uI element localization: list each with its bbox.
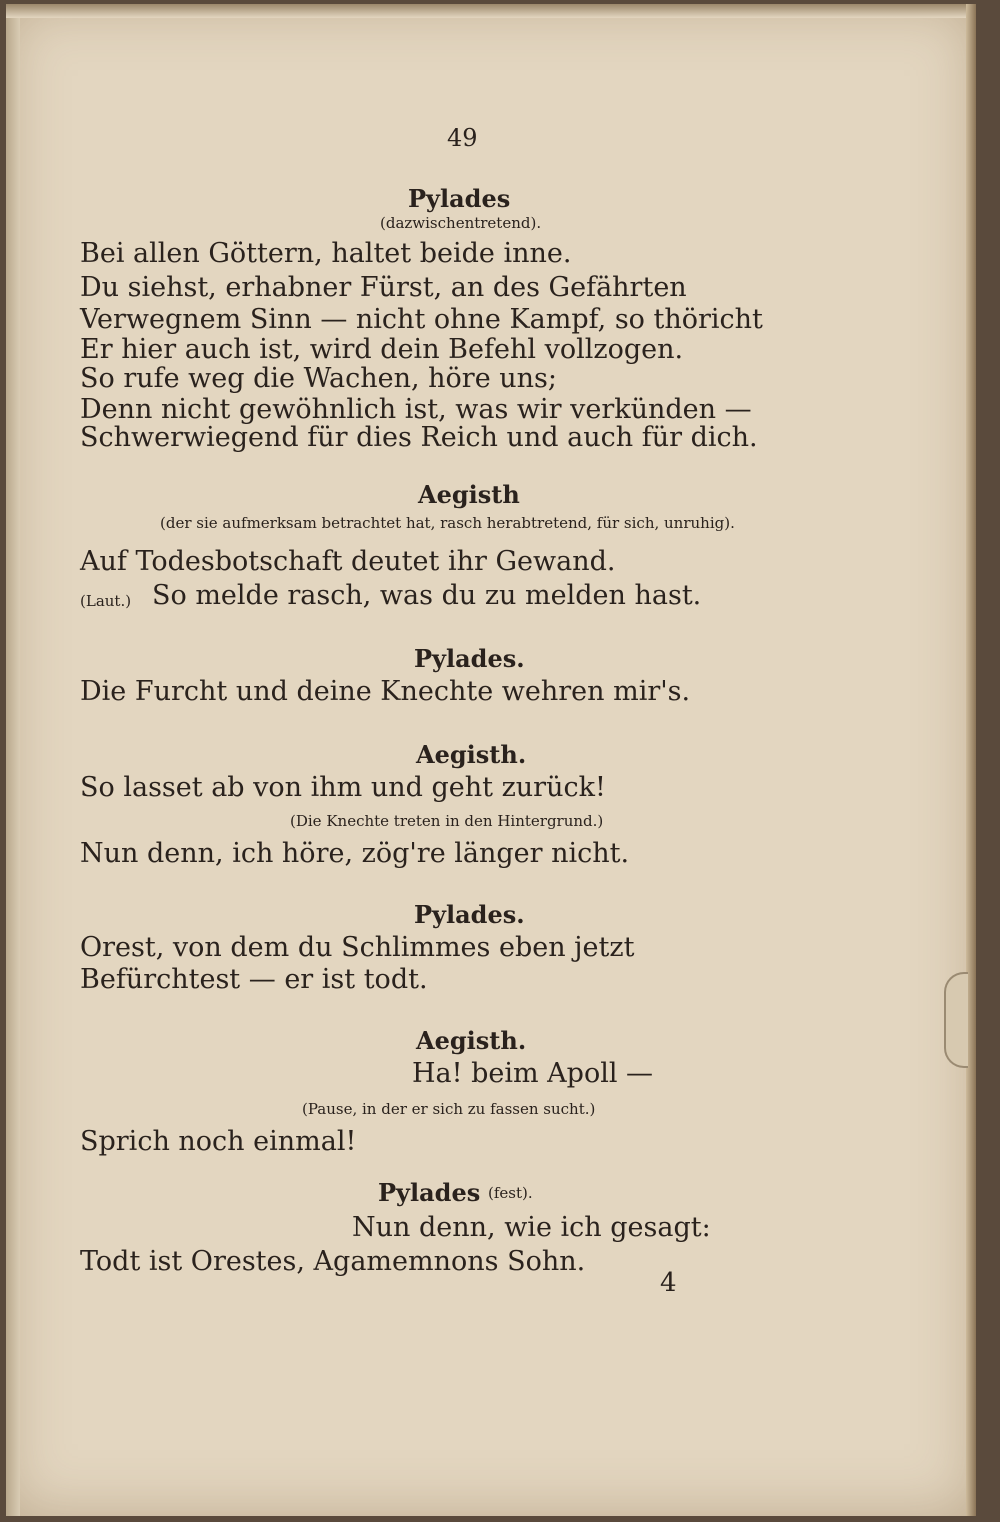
page-binding [6, 4, 20, 1516]
speaker-name: Aegisth. [416, 740, 527, 769]
speaker-name: Pylades. [414, 644, 525, 673]
signature-mark: 4 [660, 1268, 677, 1298]
speaker-name: Pylades. [414, 900, 525, 929]
page-number: 49 [447, 124, 478, 152]
verse-line: Nun denn, wie ich gesagt: [352, 1212, 711, 1243]
stage-direction: (Laut.) [80, 592, 132, 610]
page-fore-edge [966, 4, 976, 1516]
verse-line: Er hier auch ist, wird dein Befehl vollzogen. [80, 334, 684, 365]
verse-line: Sprich noch einmal! [80, 1126, 357, 1157]
stage-direction: (dazwischentretend). [380, 214, 542, 232]
verse-line: Ha! beim Apoll — [412, 1058, 654, 1089]
verse-line: Verwegnem Sinn — nicht ohne Kampf, so thöricht [80, 304, 763, 335]
verse-line: So rufe weg die Wachen, höre uns; [80, 363, 558, 394]
thumb-tab [944, 972, 968, 1068]
verse-line: Auf Todesbotschaft deutet ihr Gewand. [80, 546, 616, 577]
verse-line: Bei allen Göttern, haltet beide inne. [80, 238, 572, 269]
verse-line: Die Furcht und deine Knechte wehren mir's. [80, 676, 691, 707]
verse-line: Nun denn, ich höre, zög're länger nicht. [80, 838, 630, 869]
verse-line: Orest, von dem du Schlimmes eben jetzt [80, 932, 635, 963]
speaker-name: Pylades [378, 1178, 481, 1207]
speaker-name: Pylades [408, 184, 511, 213]
stage-direction: (der sie aufmerksam betrachtet hat, rasch herabtretend, für sich, unruhig). [160, 514, 735, 532]
verse-line: So melde rasch, was du zu melden hast. [152, 580, 702, 611]
stage-direction: (Die Knechte treten in den Hintergrund.) [290, 812, 604, 830]
verse-line: Du siehst, erhabner Fürst, an des Gefährten [80, 272, 687, 303]
speaker-name: Aegisth. [416, 1026, 527, 1055]
verse-line: Befürchtest — er ist todt. [80, 964, 428, 995]
stage-direction: (fest). [488, 1184, 533, 1202]
stage-direction: (Pause, in der er sich zu fassen sucht.) [302, 1100, 596, 1118]
verse-line: Schwerwiegend für dies Reich und auch für dich. [80, 422, 758, 453]
verse-line: Denn nicht gewöhnlich ist, was wir verkünden — [80, 394, 752, 425]
speaker-name: Aegisth [418, 480, 520, 509]
verse-line: So lasset ab von ihm und geht zurück! [80, 772, 606, 803]
verse-line: Todt ist Orestes, Agamemnons Sohn. [80, 1246, 586, 1277]
page-top-edge [6, 4, 976, 18]
